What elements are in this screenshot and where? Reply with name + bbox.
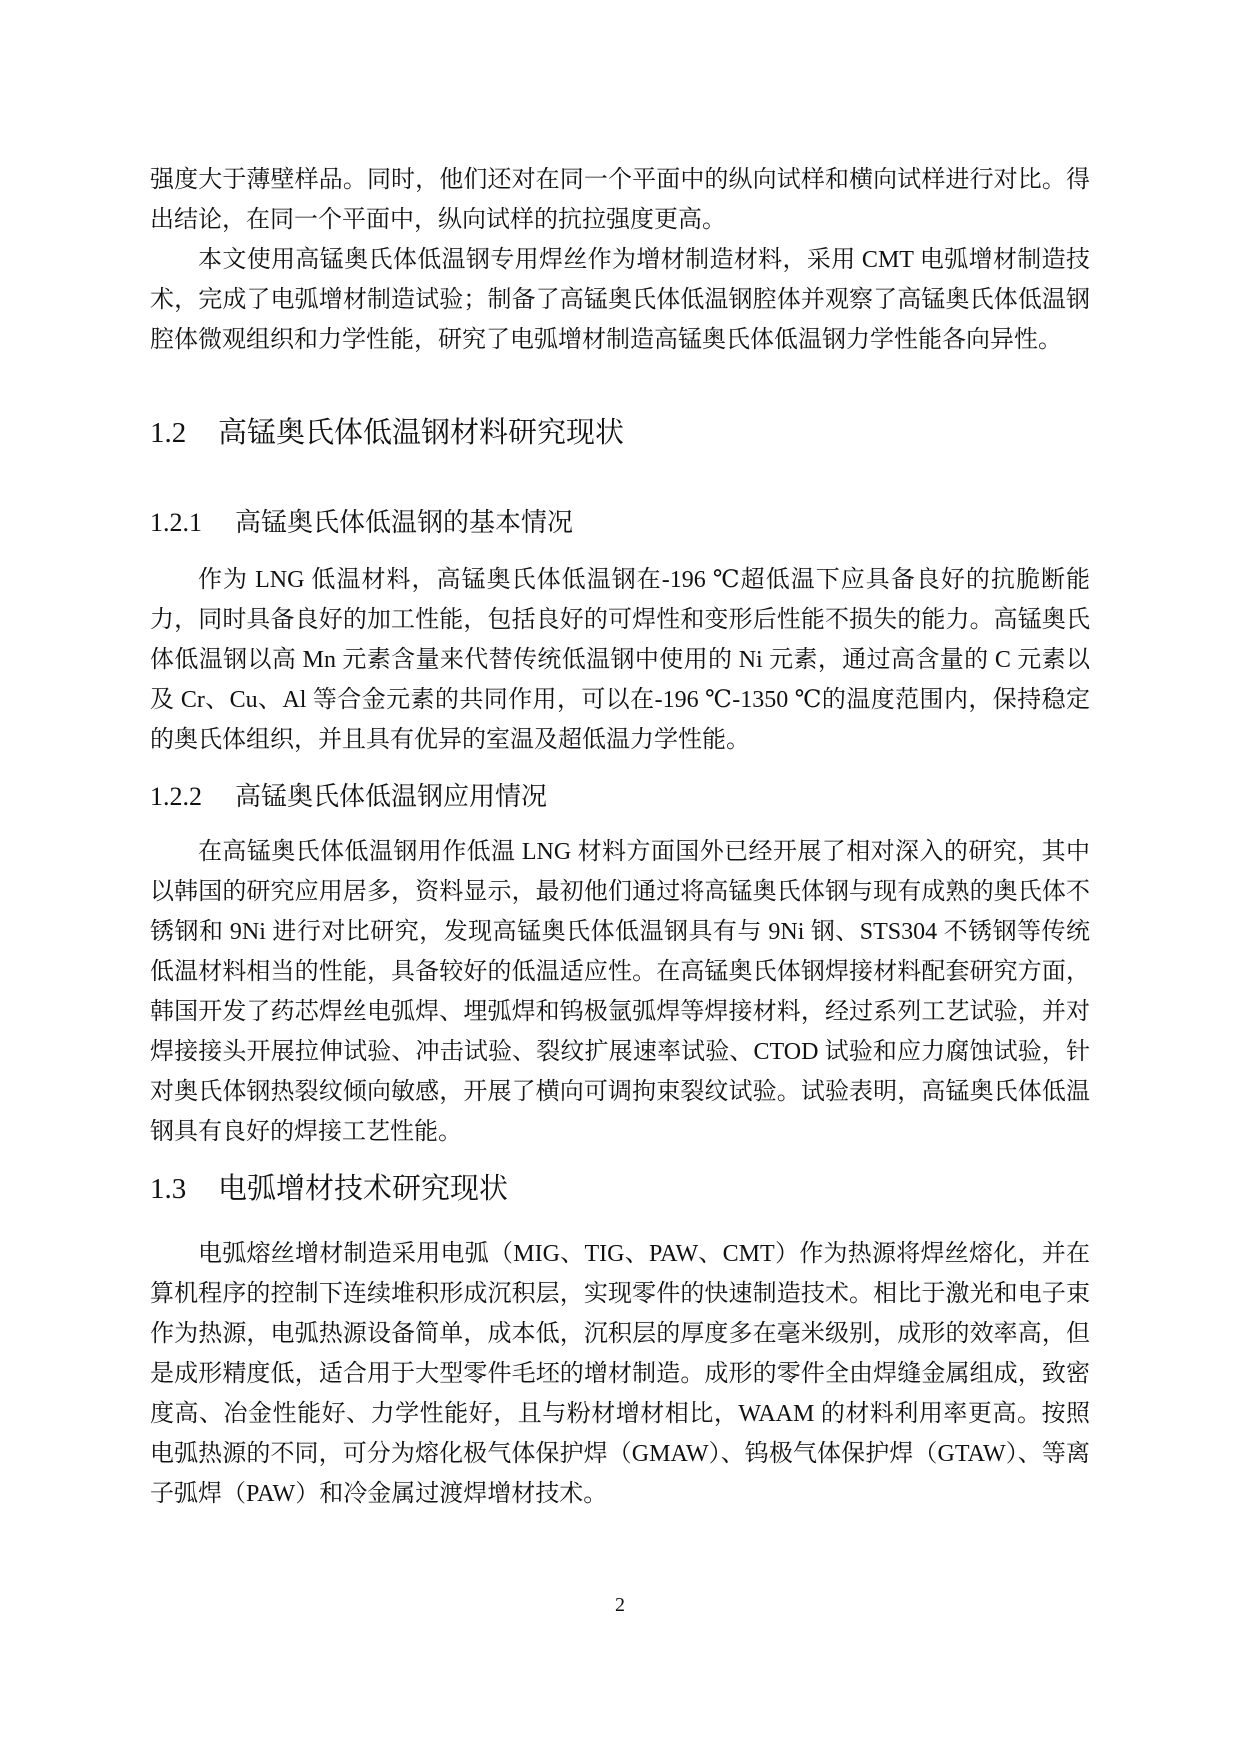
paragraph-waam: 电弧熔丝增材制造采用电弧（MIG、TIG、PAW、CMT）作为热源将焊丝熔化，并在算机程序的控制下连续堆积形成沉积层，实现零件的快速制造技术。相比于激光和电子束作为热源，电弧热源设备简单，成本低，沉积层的厚度多在毫米级别，成形的效率高，但是成形精度低，适合用于大型零件毛坯的增材制造。成形的零件全由焊缝金属组成，致密度高、冶金性能好、力学性能好，且与粉材增材相比，WAAM 的材料利用率更高。按照电弧热源的不同，可分为熔化极气体保护焊（GMAW）、钨极气体保护焊（GTAW）、等离子弧焊（PAW）和冷金属过渡焊增材技术。	[150, 1241, 1090, 1507]
subsection-number: 1.2.1	[150, 508, 202, 537]
section-title: 电弧增材技术研究现状	[218, 1171, 509, 1205]
subsection-heading-1-2-1	[150, 502, 573, 539]
subsection-title: 高锰奥氏体低温钢的基本情况	[235, 508, 574, 538]
page-number: 2	[615, 1594, 625, 1616]
section-number: 1.2	[150, 417, 187, 449]
paragraph-continuation: 强度大于薄壁样品。同时，他们还对在同一个平面中的纵向试样和横向试样进行对比。得出结论，在同一个平面中，纵向试样的抗拉强度更高。	[150, 167, 1090, 233]
section-number: 1.3	[150, 1173, 187, 1205]
section-title: 高锰奥氏体低温钢材料研究现状	[218, 415, 625, 449]
paragraph-intro-study: 本文使用高锰奥氏体低温钢专用焊丝作为增材制造材料，采用 CMT 电弧增材制造技术，完成了电弧增材制造试验；制备了高锰奥氏体低温钢腔体并观察了高锰奥氏体低温钢腔体微观组织和力学性能，研究了电弧增材制造高锰奥氏体低温钢力学性能各向异性。	[150, 247, 1090, 353]
subsection-title: 高锰奥氏体低温钢应用情况	[235, 782, 548, 812]
section-heading-1-3	[150, 1166, 508, 1207]
section-heading-1-2	[150, 410, 624, 451]
subsection-heading-1-2-2	[150, 776, 547, 813]
paragraph-application: 在高锰奥氏体低温钢用作低温 LNG 材料方面国外已经开展了相对深入的研究，其中以韩国的研究应用居多，资料显示，最初他们通过将高锰奥氏体钢与现有成熟的奥氏体不锈钢和 9Ni 进行对比研究，发现高锰奥氏体低温钢具有与 9Ni 钢、STS304 不锈钢等传统低温材料相当的性能，具备较好的低温适应性。在高锰奥氏体钢焊接材料配套研究方面，韩国开发了药芯焊丝电弧焊、埋弧焊和钨极氩弧焊等焊接材料，经过系列工艺试验，并对焊接接头开展拉伸试验、冲击试验、裂纹扩展速率试验、CTOD 试验和应力腐蚀试验，针对奥氏体钢热裂纹倾向敏感，开展了横向可调拘束裂纹试验。试验表明，高锰奥氏体低温钢具有良好的焊接工艺性能。	[150, 839, 1090, 1145]
paragraph-basic-info: 作为 LNG 低温材料，高锰奥氏体低温钢在-196 ℃超低温下应具备良好的抗脆断能力，同时具备良好的加工性能，包括良好的可焊性和变形后性能不损失的能力。高锰奥氏体低温钢以高 Mn 元素含量来代替传统低温钢中使用的 Ni 元素，通过高含量的 C 元素以及 Cr、Cu、Al 等合金元素的共同作用，可以在-196 ℃-1350 ℃的温度范围内，保持稳定的奥氏体组织，并且具有优异的室温及超低温力学性能。	[150, 567, 1090, 753]
subsection-number: 1.2.2	[150, 782, 202, 811]
